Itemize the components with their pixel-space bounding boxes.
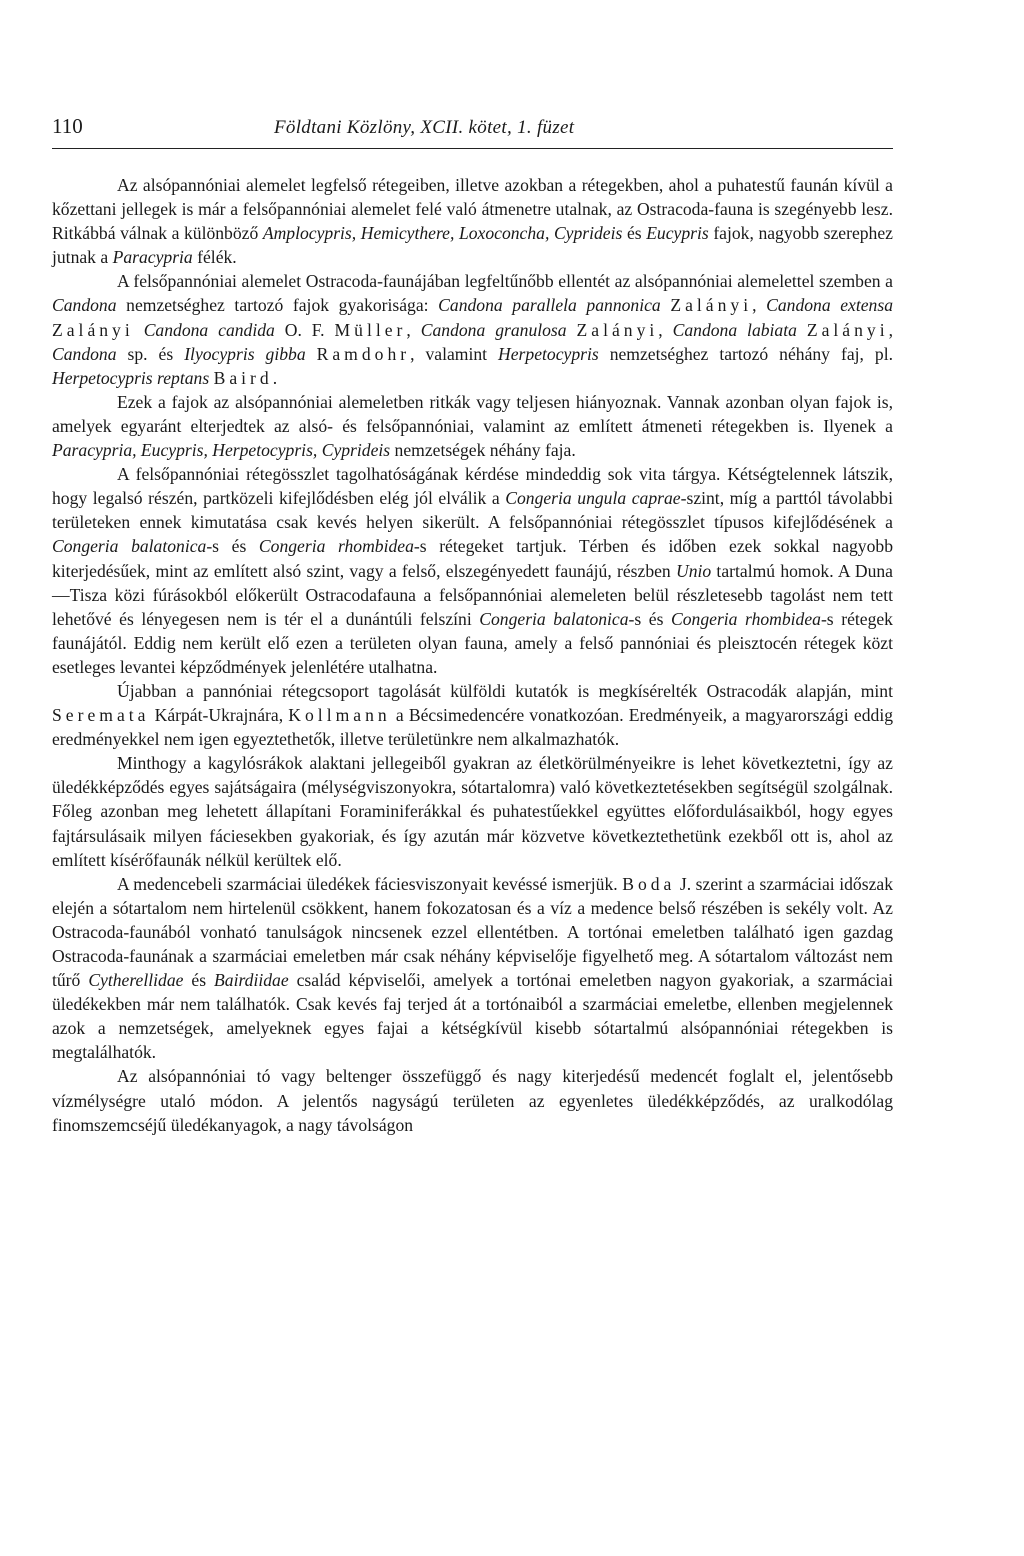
running-title: Földtani Közlöny, XCII. kötet, 1. füzet xyxy=(274,117,575,138)
paragraph: A medencebeli szarmáciai üledékek fáciesviszonyait kevéssé ismerjük. Boda J. szerint a szarmáciai időszak elején a sótartalom nem hirtelenül csökkent, hanem fokozatosan és a víz a medence belső részében is sekély volt. Az Ostracoda-faunából vonható tanulságok nincsenek ezzel ellentétben. A tortónai emeletben található igen gazdag Ostracoda-faunának a szarmáciai emeletben már csak néhány képviselője figyelhető meg. A sótartalom változást nem tűrő Cytherellidae és Bairdiidae család képviselői, amelyek a tortónai emeletben nagyon gyakoriak, a szarmáciai üledékekben már nem találhatók. Csak kevés faj terjed át a tortónaiból a szarmáciai emeletbe, ellenben megjelennek azok a nemzetségek, amelyeknek egyes fajai a kétségkívül kisebb sótartalmú alsópannóniai rétegekben is megtalálhatók. xyxy=(52,873,893,1063)
page-header xyxy=(52,114,893,149)
paragraph: A felsőpannóniai alemelet Ostracoda-faunájában legfeltűnőbb ellentét az alsópannóniai alemelettel szemben a Candona nemzetséghez tartozó fajok gyakorisága: Candona parallela pannonica Zalányi, Candona extensa Zalányi Candona candida O. F. Müller, Candona granulosa Zalányi, Candona labiata Zalányi, Candona sp. és Ilyocypris gibba Ramdohr, valamint Herpetocypris nemzetséghez tartozó néhány faj, pl. Herpetocypris reptans Baird. xyxy=(52,271,894,388)
paragraph: A felsőpannóniai rétegösszlet tagolhatóságának kérdése mindeddig sok vita tárgya. Kétségtelennek látszik, hogy legalsó részén, partközeli kifejlődésben elég jól elválik a Congeria ungula caprae-szint, míg a parttól távolabbi területeken ennek kimutatása csak kevés helyen sikerült. A felsőpannóniai rétegösszlet típusos kifejlődésének a Congeria balatonica-s és Congeria rhombidea-s rétegeket tartjuk. Térben és időben ezek sokkal nagyobb kiterjedésűek, mint az említett alsó szint, vagy a felső, elszegényedett faunájú, részben Unio tartalmú homok. A Duna—Tisza közi fúrásokból előkerült Ostracodafauna a felsőpannóniai alemeleten belül részletesebb tagolást nem tett lehetővé és lényegesen nem is tér el a dunántúli felszíni Congeria balatonica-s és Congeria rhombidea-s rétegek faunájától. Eddig nem került elő ezen a területen olyan fauna, amely a felső pannóniai és pleisztocén rétegek közt esetleges levantei képződmények jelenlétére utalhatna. xyxy=(52,464,893,677)
paragraph: Ezek a fajok az alsópannóniai alemeletben ritkák vagy teljesen hiányoznak. Vannak azonban olyan fajok is, amelyek egyaránt elterjedtek az alsó- és felsőpannóniai, valamint az említett átmeneti rétegekben is. Ilyenek a Paracypria, Eucypris, Herpetocypris, Cyprideis nemzetségek néhány faja. xyxy=(52,391,893,461)
paragraph: Újabban a pannóniai rétegcsoport tagolását külföldi kutatók is megkísérelték Ostracodák alapján, mint Seremata Kárpát-Ukrajnára, Kollmann a Bécsimedencére vonatkozóan. Eredményeik, a magyarországi eddig eredményekkel nem igen egyeztethetők, illetve területünkre nem alkalmazhatók. xyxy=(52,680,893,750)
page-number: 110 xyxy=(52,114,83,138)
paragraph: Minthogy a kagylósrákok alaktani jellegeiből gyakran az életkörülményeikre is lehet következtetni, így az üledékképződés egyes sajátságaira (mélységviszonyokra, sótartalomra) való következtetésekben segítségül szolgálnak. Főleg azonban meg lehetett állapítani Foraminiferákkal és puhatestűekkel együttes előfordulásaikból, hogy egyes fajtársulásaik milyen fáciesekben gyakoriak, és így azután már közvetve következtethetünk ezekből ott is, ahol az említett kísérőfaunák nélkül kerültek elő. xyxy=(52,753,893,870)
paragraph: Az alsópannóniai tó vagy beltenger összefüggő és nagy kiterjedésű medencét foglalt el, jelentősebb vízmélységre utaló módon. A jelentős nagyságú területen az egyenletes üledékképződés, az uralkodólag finomszemcséjű üledékanyagok, a nagy távolságon xyxy=(52,1066,893,1135)
paragraph: Az alsópannóniai alemelet legfelső rétegeiben, illetve azokban a rétegekben, ahol a puhatestű faunán kívül a kőzettani jellegek is már a felsőpannóniai alemelet felé való átmenetre utalnak, az Ostracoda-fauna is szegényebb lesz. Ritkábbá válnak a különböző Amplocypris, Hemicythere, Loxoconcha, Cyprideis és Eucypris fajok, nagyobb szerephez jutnak a Paracypria félék. xyxy=(52,175,893,268)
document-page xyxy=(52,114,893,1137)
body-text xyxy=(52,173,893,1137)
